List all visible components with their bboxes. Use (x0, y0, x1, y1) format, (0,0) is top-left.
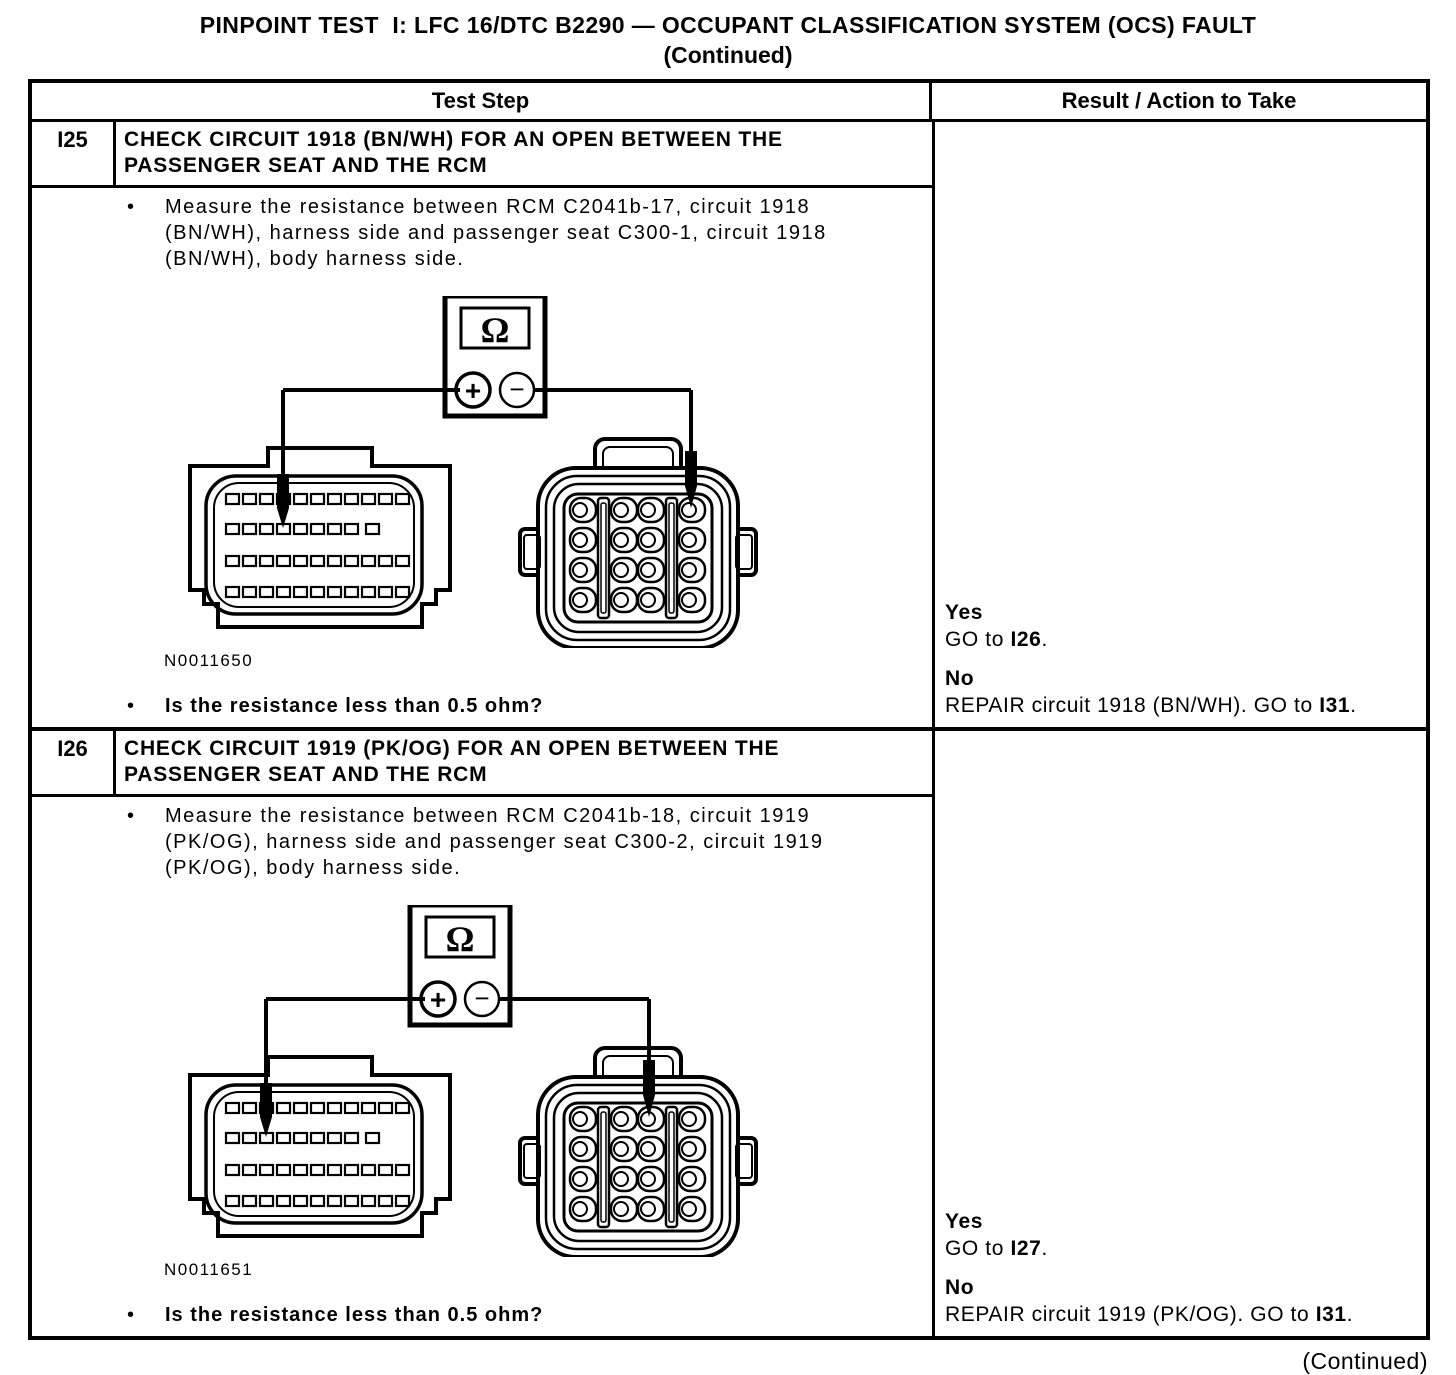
step-title (116, 122, 932, 188)
footer-continued: (Continued) (1302, 1348, 1428, 1374)
result-no-label: No (945, 1276, 975, 1299)
instruction-item (127, 194, 932, 272)
rcm-connector (190, 1057, 450, 1236)
figure-label: N0011651 (164, 1260, 254, 1279)
page-title (0, 0, 1456, 69)
step-number: I26 (32, 731, 116, 797)
pinpoint-test-table (28, 79, 1430, 1340)
page-title-continued: (Continued) (663, 42, 793, 68)
bullet-icon: • (127, 1304, 135, 1326)
result-yes-action: GO to I27. (945, 1237, 1048, 1260)
page-title-line1: PINPOINT TEST I: LFC 16/DTC B2290 — OCCUPANT CLASSIFICATION SYSTEM (OCS) FAULT (199, 12, 1257, 38)
result-yes-action: GO to I26. (945, 628, 1048, 651)
result-no-label: No (945, 667, 975, 690)
question-text: Is the resistance less than 0.5 ohm? (165, 695, 544, 717)
step-number: I25 (32, 122, 116, 188)
column-header-test-step: Test Step (32, 83, 932, 119)
instruction-item (127, 803, 932, 881)
question-text: Is the resistance less than 0.5 ohm? (165, 1304, 544, 1326)
result-action-cell (932, 122, 1426, 727)
column-header-result-action: Result / Action to Take (1061, 88, 1297, 113)
step-title (116, 731, 932, 797)
step-title-line: CHECK CIRCUIT 1919 (PK/OG) FOR AN OPEN BETWEEN THE (124, 737, 780, 760)
result-yes-label: Yes (945, 601, 984, 624)
bullet-icon: • (127, 196, 135, 218)
result-no-action: REPAIR circuit 1919 (PK/OG). GO to I31. (945, 1303, 1354, 1326)
seat-connector (520, 1048, 756, 1257)
step-title-line: PASSENGER SEAT AND THE RCM (124, 763, 488, 786)
result-no-action: REPAIR circuit 1918 (BN/WH). GO to I31. (945, 694, 1357, 717)
step-title-line: PASSENGER SEAT AND THE RCM (124, 154, 488, 177)
resistance-measurement-diagram-i25 (150, 296, 770, 648)
step-title-line: CHECK CIRCUIT 1918 (BN/WH) FOR AN OPEN BETWEEN THE (124, 128, 783, 151)
bullet-icon: • (127, 695, 135, 717)
result-yes-label: Yes (945, 1210, 984, 1233)
question-item (127, 1302, 932, 1329)
ohmmeter (410, 905, 510, 1025)
instruction-text: Measure the resistance between RCM C2041b-17, circuit 1918 (BN/WH), harness side and passenger seat C300-1, circuit 1918 (BN/WH), body harness side. (165, 196, 827, 270)
step-body (32, 797, 932, 1336)
bullet-icon: • (127, 805, 135, 827)
test-step-row-i26 (32, 727, 1426, 1336)
test-step-row-i25 (32, 122, 1426, 727)
result-action-cell (932, 731, 1426, 1336)
instruction-text: Measure the resistance between RCM C2041b-18, circuit 1919 (PK/OG), harness side and passenger seat C300-2, circuit 1919 (PK/OG), body harness side. (165, 805, 824, 879)
resistance-measurement-diagram-i26 (150, 905, 770, 1257)
ohmmeter (445, 296, 545, 416)
figure-label: N0011650 (164, 651, 254, 670)
table-header-row (32, 83, 1426, 122)
step-body (32, 188, 932, 727)
seat-connector (520, 439, 756, 648)
question-item (127, 693, 932, 720)
rcm-connector (190, 448, 450, 627)
